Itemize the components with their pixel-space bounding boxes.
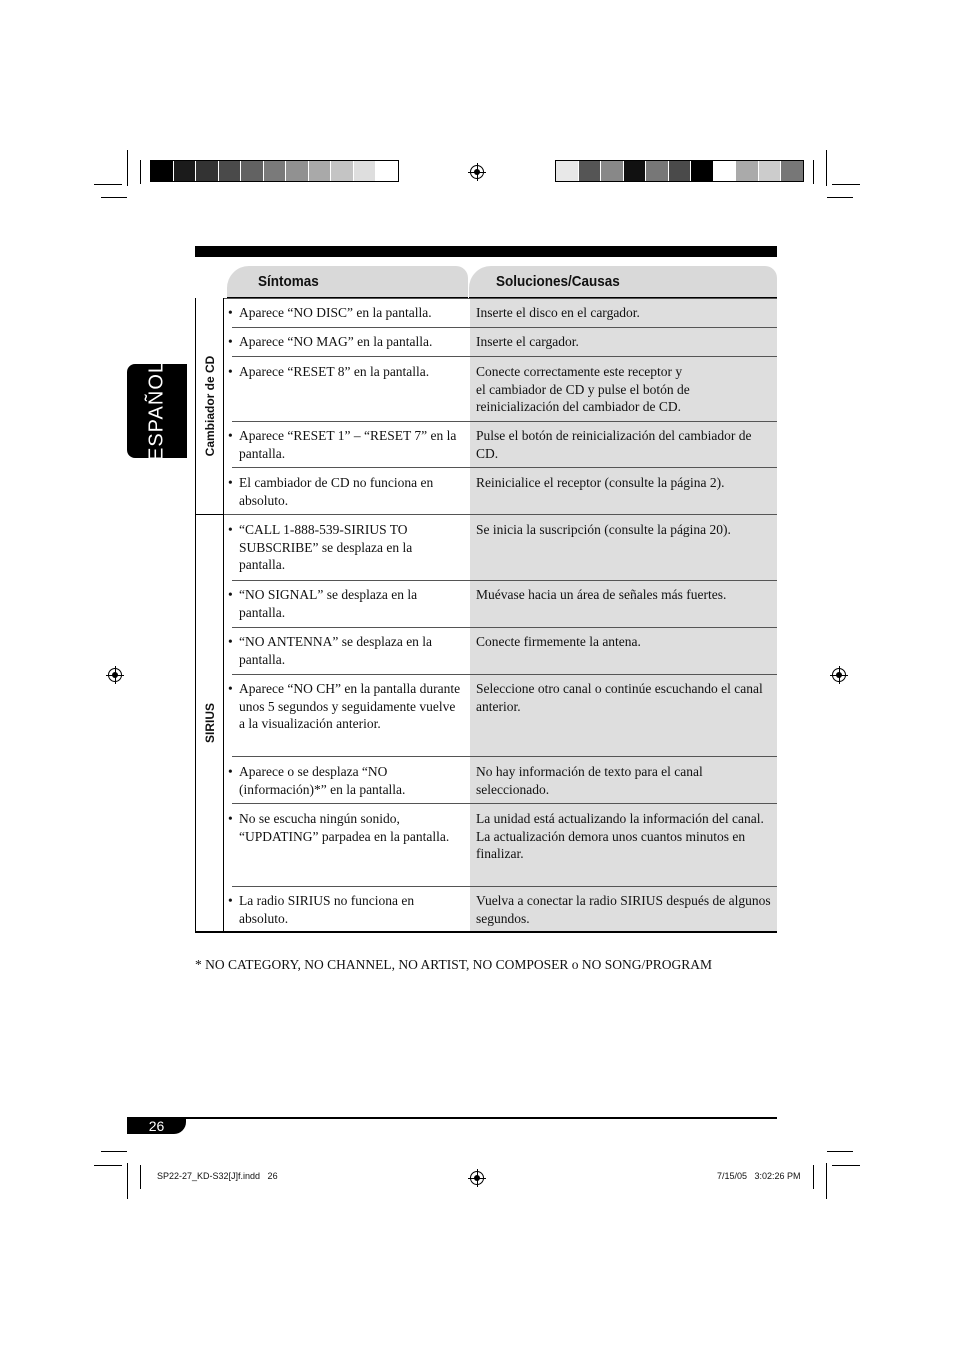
footer-rule — [127, 1117, 777, 1119]
solution-cell: Muévase hacia un área de señales más fuertes. — [476, 587, 727, 602]
symptom-cell: • Aparece o se desplaza “NO (información)*” en la pantalla. — [228, 764, 406, 797]
symptom-cell: • La radio SIRIUS no funciona en absoluto. — [228, 893, 415, 926]
registration-mark-icon — [108, 668, 122, 682]
symptom-cell: • El cambiador de CD no funciona en absoluto. — [228, 475, 434, 508]
crop-mark — [140, 1165, 141, 1189]
crop-mark — [94, 1165, 122, 1166]
slug-timestamp: 7/15/05 3:02:26 PM — [717, 1171, 801, 1181]
row-divider — [232, 356, 777, 357]
header-solutions: Soluciones/Causas — [469, 266, 777, 298]
symptom-cell: • No se escucha ningún sonido, “UPDATING” parpadea en la pantalla. — [228, 811, 450, 844]
solution-cell: Pulse el botón de reinicialización del cambiador de CD. — [476, 428, 752, 461]
crop-mark — [140, 160, 141, 184]
symptom-cell: • “NO SIGNAL” se desplaza en la pantalla. — [228, 587, 418, 620]
crop-mark — [101, 1151, 127, 1152]
solution-cell: Inserte el cargador. — [476, 334, 579, 349]
crop-mark — [832, 184, 860, 185]
symptom-cell: • Aparece “NO DISC” en la pantalla. — [228, 305, 432, 320]
crop-mark — [826, 1163, 827, 1199]
crop-mark — [127, 1163, 128, 1199]
solution-cell: Inserte el disco en el cargador. — [476, 305, 640, 320]
solution-cell: Reinicialice el receptor (consulte la página 2). — [476, 475, 725, 490]
row-divider — [232, 421, 777, 422]
row-divider — [232, 803, 777, 804]
row-divider — [224, 514, 777, 515]
troubleshooting-table — [195, 298, 777, 933]
crop-mark — [813, 160, 814, 184]
row-divider — [232, 580, 777, 581]
color-bar-left — [150, 160, 399, 182]
crop-mark — [94, 184, 122, 185]
registration-mark-icon — [832, 668, 846, 682]
page-number: 26 — [127, 1118, 186, 1134]
footnote: * NO CATEGORY, NO CHANNEL, NO ARTIST, NO COMPOSER o NO SONG/PROGRAM — [195, 957, 712, 972]
symptom-cell: • “NO ANTENNA” se desplaza en la pantalla. — [228, 634, 433, 667]
symptom-cell: • Aparece “NO CH” en la pantalla durante unos 5 segundos y seguidamente vuelve a la visualización anterior. — [228, 681, 461, 732]
crop-mark — [101, 197, 127, 198]
crop-mark — [813, 1165, 814, 1189]
slug-filename: SP22-27_KD-S32[J]f.indd 26 — [157, 1171, 278, 1181]
solution-cell: Conecte firmemente la antena. — [476, 634, 641, 649]
language-tab-label: ESPAÑOL — [145, 361, 168, 461]
top-rule — [195, 246, 777, 257]
solution-cell: La unidad está actualizando la información del canal. La actualización demora unos cuantos minutos en finalizar. — [476, 811, 764, 862]
row-divider — [232, 327, 777, 328]
symptom-cell: • Aparece “RESET 8” en la pantalla. — [228, 364, 430, 379]
row-divider — [224, 298, 777, 299]
solution-cell: Seleccione otro canal o continúe escuchando el canal anterior. — [476, 681, 763, 714]
header-symptoms: Síntomas — [227, 266, 468, 298]
crop-mark — [827, 1151, 853, 1152]
category-label: Cambiador de CD — [203, 355, 217, 457]
symptom-cell: • Aparece “NO MAG” en la pantalla. — [228, 334, 433, 349]
category-label: SIRIUS — [203, 702, 217, 744]
solution-cell: Se inicia la suscripción (consulte la página 20). — [476, 522, 731, 537]
category-divider — [196, 514, 224, 515]
crop-mark — [832, 1165, 860, 1166]
row-divider — [232, 886, 777, 887]
row-divider — [232, 467, 777, 468]
crop-mark — [826, 150, 827, 186]
color-bar-right — [555, 160, 804, 182]
row-divider — [232, 674, 777, 675]
registration-mark-icon — [470, 1171, 484, 1185]
row-divider — [232, 627, 777, 628]
solution-cell: No hay información de texto para el canal seleccionado. — [476, 764, 703, 797]
row-divider — [232, 756, 777, 757]
solution-cell: Conecte correctamente este receptor y el cambiador de CD y pulse el botón de reinicialización del cambiador de CD. — [476, 364, 690, 415]
crop-mark — [127, 150, 128, 186]
crop-mark — [827, 197, 853, 198]
symptom-cell: • “CALL 1-888-539-SIRIUS TO SUBSCRIBE” se desplaza en la pantalla. — [228, 522, 413, 573]
solution-cell: Vuelva a conectar la radio SIRIUS después de algunos segundos. — [476, 893, 771, 926]
registration-mark-icon — [470, 165, 484, 179]
symptom-cell: • Aparece “RESET 1” – “RESET 7” en la pantalla. — [228, 428, 457, 461]
